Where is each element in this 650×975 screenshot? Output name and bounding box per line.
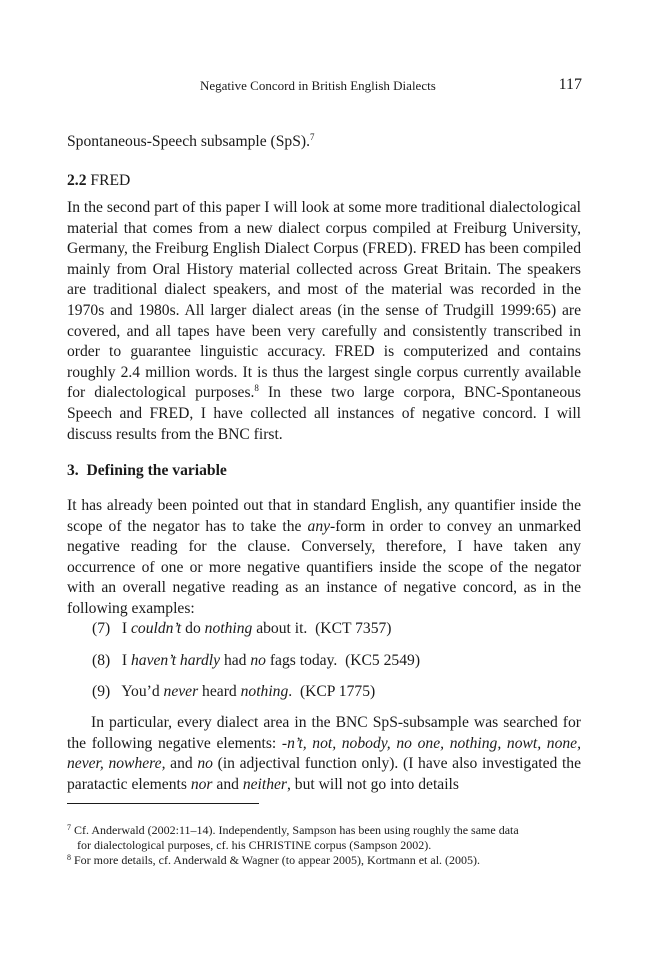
example-reference: (KCT 7357) [315, 620, 392, 637]
section-number: 2.2 [67, 172, 87, 189]
example-8 [92, 651, 420, 672]
variable-text: It has already been pointed out that in standard English, any quantifier inside the scope of the negator has to take the [67, 497, 581, 535]
example-text: had [220, 652, 251, 669]
example-number: (9) [92, 683, 111, 700]
example-text: about it. [252, 620, 308, 637]
example-text: heard [198, 683, 241, 700]
footnote-line [67, 853, 587, 868]
example-text: I [121, 652, 131, 669]
footnote-text: Cf. Anderwald (2002:11–14). Independently, Sampson has been using roughly the same data [74, 823, 519, 837]
footnote-ref-8[interactable]: 8 [254, 383, 259, 394]
term-nor: nor [190, 775, 213, 793]
section-3-heading [67, 461, 227, 482]
fred-paragraph [67, 198, 581, 445]
running-title: Negative Concord in British English Dialects [200, 78, 436, 93]
footnote-line [67, 838, 587, 853]
example-text: . [288, 683, 293, 700]
fred-paragraph-text: In the second part of this paper I will look at some more traditional dialectological material that comes from a new dialect corpus compiled at Freiburg University, Germany, the Freiburg English Dialect Corpus (FRED). FRED has been compiled mainly from Oral History material collected across Great Britain. The speakers are traditional dialect speakers, and most of the material was recorded in the 1970s and 1980s. All larger dialect areas (in the sense of Trudgill 1999:65) are covered, and all tapes have been very carefully and consistently transcribed in order to guarantee linguistic accuracy. FRED is computerized and contains roughly 2.4 million words. It is thus the largest single corpus currently available for dialectological purposes. [67, 199, 581, 402]
section-2-2-heading [67, 171, 130, 192]
footnote-8 [67, 853, 587, 868]
fred-paragraph-text-cont: In these two large corpora, BNC-Spontaneous Speech and FRED, I have collected all instances of negative concord. I will discuss results from the BNC first. [67, 384, 582, 443]
section-number: 3. [67, 462, 79, 479]
example-number: (8) [92, 652, 111, 669]
example-text: do [181, 620, 205, 637]
footnote-text: for dialectological purposes, cf. his CHRISTINE corpus (Sampson 2002). [77, 838, 432, 852]
footnote-text: For more details, cf. Anderwald & Wagner (to appear 2005), Kortmann et al. (2005). [74, 853, 481, 867]
example-9 [92, 682, 375, 703]
footnote-ref-7[interactable]: 7 [309, 132, 315, 142]
footnote-mark: 7 [67, 823, 71, 832]
example-emphasis: never [163, 683, 199, 700]
negative-elements-list: -n’t, not, nobody, no one, nothing, nowt, none, never, nowhere, [67, 734, 582, 773]
any-form-term: any [307, 517, 331, 535]
variable-text-cont: -form in order to convey an unmarked negative reading for the clause. Conversely, therefore, I have taken any occurrence of one or more negative quantifiers inside the scope of the negator with an overall negative reading as an instance of negative concord, as in the following examples: [67, 517, 581, 617]
search-paragraph [67, 713, 581, 795]
footnote-mark: 8 [67, 853, 71, 862]
example-reference: (KCP 1775) [299, 683, 376, 700]
footnote-separator [67, 803, 259, 804]
example-emphasis: nothing [204, 620, 253, 637]
example-emphasis: couldn’t [131, 620, 182, 637]
term-no: no [197, 755, 213, 773]
example-text: You’d [121, 683, 164, 700]
example-text: I [121, 620, 131, 637]
search-text: and [212, 775, 243, 793]
variable-paragraph [67, 496, 581, 620]
example-reference: (KC5 2549) [345, 652, 421, 669]
footnote-7 [67, 823, 587, 853]
section-title: Defining the variable [86, 462, 227, 479]
example-text: fags today. [265, 652, 338, 669]
page-number: 117 [558, 76, 582, 93]
example-emphasis: no [250, 652, 266, 669]
intro-text: Spontaneous-Speech subsample (SpS). [67, 133, 310, 150]
example-emphasis: nothing [240, 683, 289, 700]
intro-line [67, 132, 581, 153]
search-text: and [165, 755, 198, 773]
search-text: , but will not go into details [286, 775, 459, 793]
example-7 [92, 619, 392, 640]
search-text: In particular, every dialect area in the BNC SpS-subsample was searched for the following negative elements: [67, 714, 581, 752]
example-number: (7) [92, 620, 111, 637]
term-neither: neither [242, 775, 287, 793]
section-title: FRED [90, 172, 131, 189]
footnote-line [67, 823, 587, 838]
example-emphasis: haven’t hardly [131, 652, 221, 669]
search-text: (in adjectival function only). (I have also investigated the paratactic elements [67, 755, 582, 793]
